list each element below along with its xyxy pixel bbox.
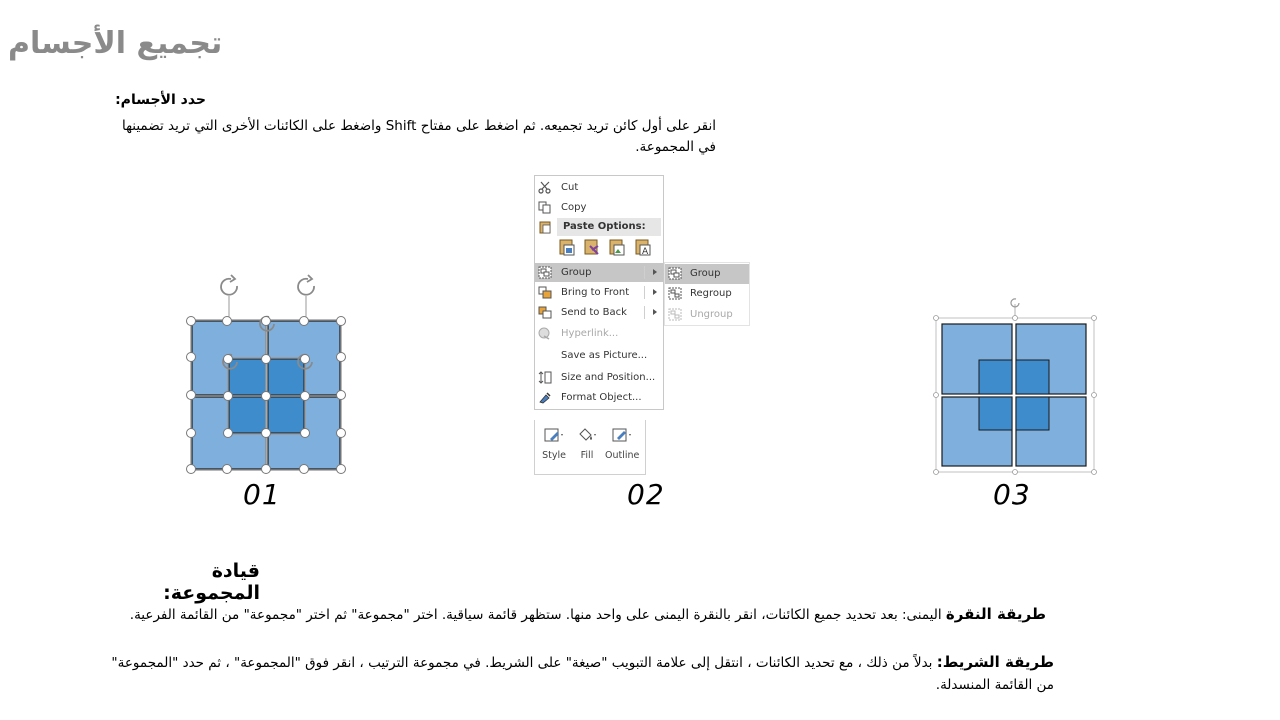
group-command-heading: قيادة المجموعة:: [163, 560, 260, 604]
bring-to-front-icon: [538, 286, 552, 299]
submenu-item-ungroup[interactable]: [665, 305, 749, 325]
format-object-icon: [538, 391, 552, 404]
menu-item-hyperlink[interactable]: [535, 324, 663, 343]
figure-number-3: 03: [993, 478, 1031, 511]
style-icon: [542, 426, 566, 444]
figure-number-2: 02: [627, 478, 665, 511]
paste-text-icon[interactable]: [635, 238, 651, 256]
submenu-arrow-icon: [653, 289, 657, 295]
style-button[interactable]: [541, 426, 567, 461]
menu-item-size-and-position[interactable]: [535, 368, 663, 387]
paste-options-header: Paste Options:: [557, 218, 661, 236]
page-title: تجميع الأجسام: [8, 26, 223, 61]
context-menu: [534, 175, 664, 410]
select-objects-instructions: انقر على أول كائن تريد تجميعه. ثم اضغط على مفتاح Shift واضغط على الكائنات الأخرى التي تريد تضمينها في المجموعة.: [121, 118, 716, 155]
copy-icon: [538, 201, 552, 214]
svg-text:A: A: [641, 247, 648, 256]
submenu-arrow-icon: [653, 309, 657, 315]
hyperlink-icon: [538, 327, 552, 340]
paste-formatting-icon[interactable]: [584, 238, 600, 256]
menu-item-bring-to-front[interactable]: [535, 283, 663, 302]
submenu-item-label: Regroup: [690, 288, 732, 299]
menu-item-label: Send to Back: [561, 307, 627, 318]
outline-button[interactable]: [605, 426, 639, 461]
menu-item-send-to-back[interactable]: [535, 303, 663, 322]
right-click-method-text: اليمنى: بعد تحديد جميع الكائنات، انقر بالنقرة اليمنى على واحد منها. ستظهر قائمة سياقية. اختر "مجموعة" ثم اختر "مجموعة" من القائمة الفرعية.: [129, 607, 946, 623]
menu-item-label: Cut: [561, 182, 579, 193]
style-label: Style: [542, 450, 566, 461]
ribbon-method-paragraph: [110, 651, 1054, 696]
light-blue-squares: [942, 324, 1086, 466]
send-to-back-icon: [538, 306, 552, 319]
paste-icon[interactable]: [559, 238, 575, 256]
fill-button[interactable]: [575, 426, 599, 461]
menu-item-copy[interactable]: [535, 198, 663, 217]
menu-item-label: Bring to Front: [561, 287, 630, 298]
paste-picture-icon[interactable]: [609, 238, 625, 256]
mini-toolbar: [534, 420, 646, 475]
fill-bucket-icon: [575, 426, 599, 444]
size-position-icon: [538, 371, 552, 384]
menu-item-label: Size and Position...: [561, 372, 656, 383]
right-click-method-label: طريقة النقرة: [945, 605, 1046, 623]
ribbon-method-label: طريقة الشريط:: [936, 653, 1054, 671]
menu-item-label: Copy: [561, 202, 587, 213]
group-icon: [538, 266, 552, 279]
paste-options-row: [559, 238, 657, 262]
group-submenu: [664, 262, 750, 326]
submenu-arrow-icon: [653, 269, 657, 275]
menu-item-group[interactable]: [535, 263, 663, 282]
submenu-item-group[interactable]: [665, 264, 749, 284]
submenu-item-regroup[interactable]: [665, 284, 749, 304]
fill-label: Fill: [580, 450, 594, 461]
group-icon: [668, 267, 682, 280]
figure-selected-shapes: [180, 270, 355, 475]
menu-item-label: Group: [561, 267, 592, 278]
menu-item-label: Save as Picture...: [561, 350, 648, 361]
figure-grouped-shapes: [930, 296, 1100, 476]
scissors-icon: [538, 181, 552, 194]
menu-item-label: Hyperlink...: [561, 328, 619, 339]
menu-item-label: Format Object...: [561, 392, 642, 403]
ungroup-icon: [668, 308, 682, 321]
menu-item-format-object[interactable]: [535, 388, 663, 407]
ribbon-method-text: بدلاً من ذلك ، مع تحديد الكائنات ، انتقل إلى علامة التبويب "صيغة" على الشريط. في مجموعة الترتيب ، انقر فوق "المجموعة" ، ثم حدد "المجموعة" من القائمة المنسدلة.: [111, 655, 1054, 693]
select-objects-heading: حدد الأجسام:: [115, 92, 206, 108]
regroup-icon: [668, 287, 682, 300]
mid-blue-squares: [979, 360, 1049, 430]
outline-label: Outline: [605, 450, 640, 461]
submenu-item-label: Ungroup: [690, 309, 733, 320]
outline-pen-icon: [610, 426, 634, 444]
clipboard-icon: [538, 220, 552, 234]
menu-item-cut[interactable]: [535, 178, 663, 197]
submenu-item-label: Group: [690, 268, 721, 279]
menu-item-save-as-picture[interactable]: [535, 346, 663, 365]
figure-number-1: 01: [243, 478, 281, 511]
right-click-method-paragraph: [110, 603, 1046, 626]
